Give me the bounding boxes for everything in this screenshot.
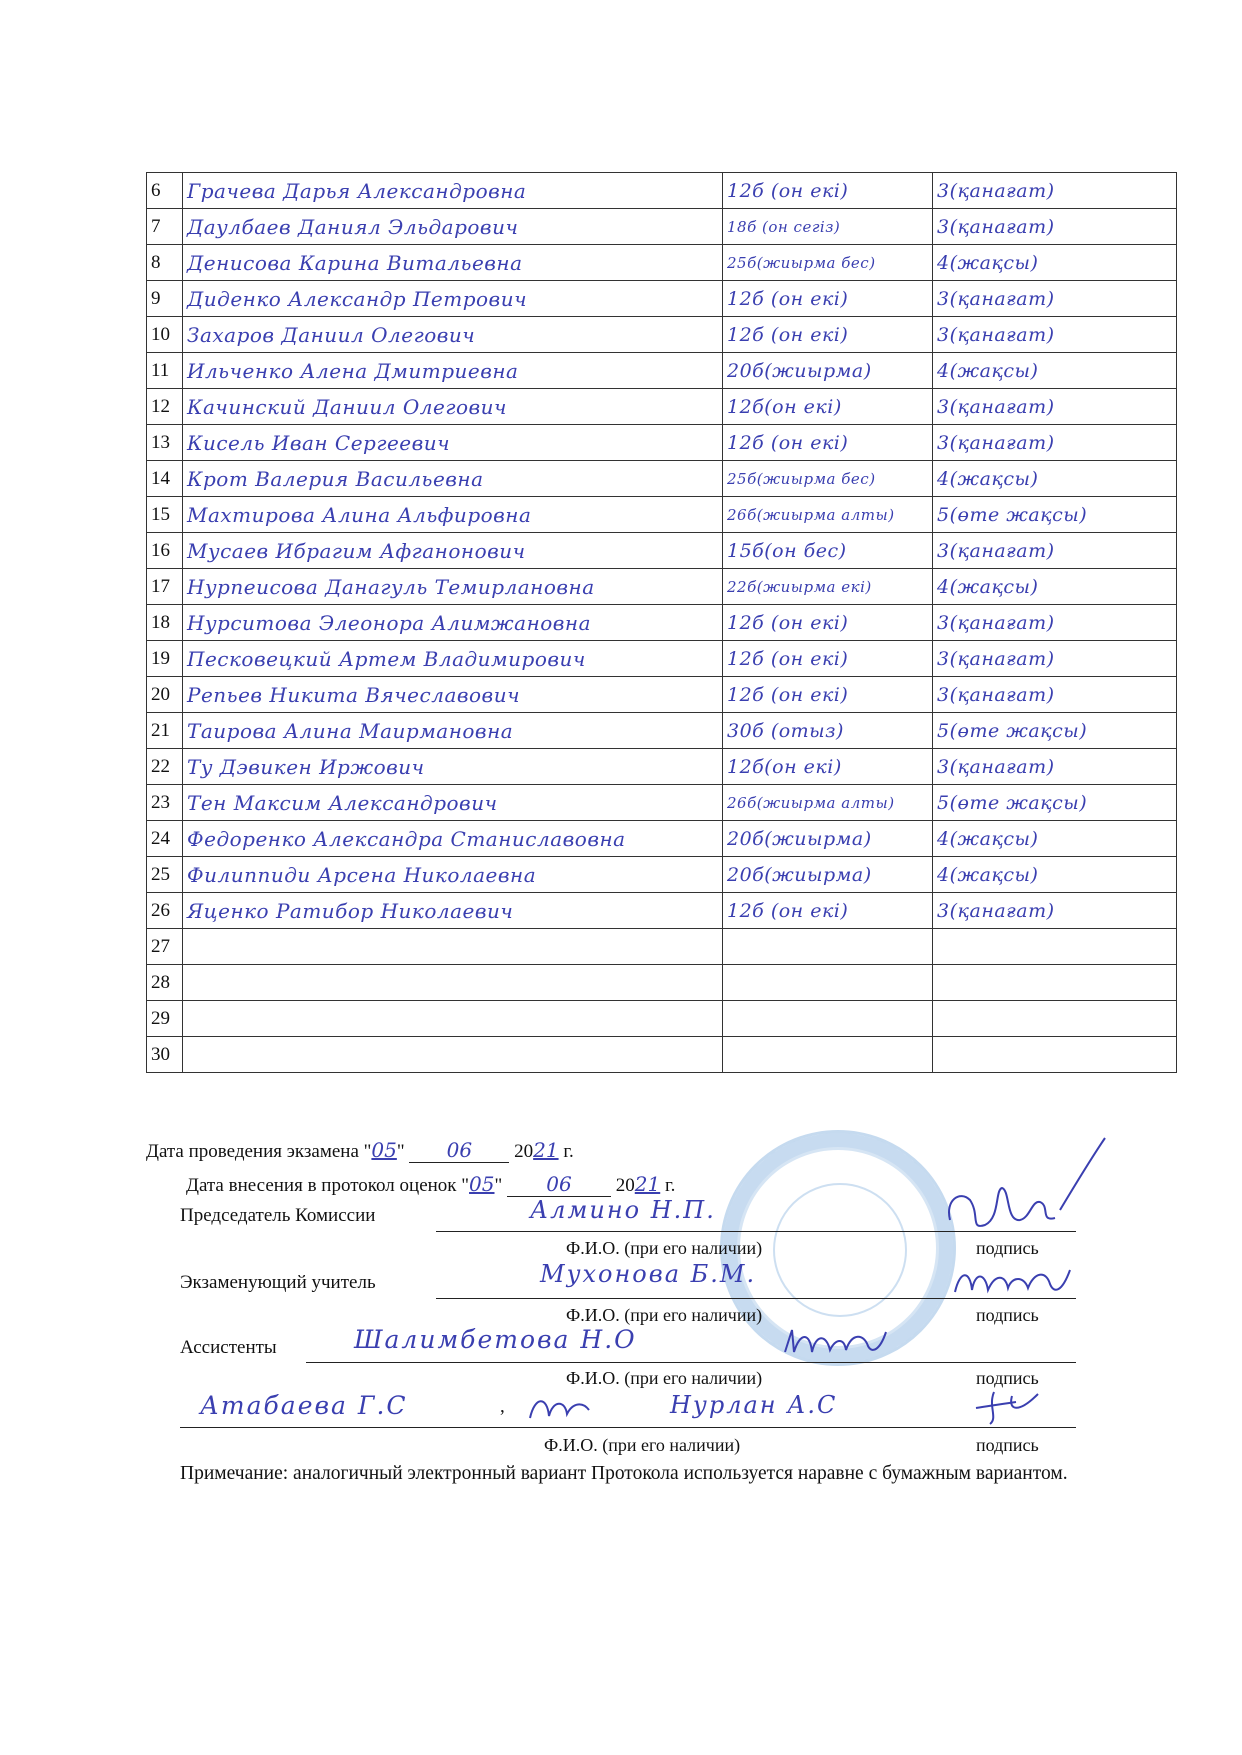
assistants-signature-caption: подпись [976, 1368, 1039, 1388]
score-cell: 15б(он бес) [723, 533, 933, 569]
table-row [147, 281, 1177, 317]
student-name-cell: Даулбаев Даниял Эльдарович [183, 209, 723, 245]
grade-cell: 4(жақсы) [933, 461, 1177, 497]
grade-cell: 5(өте жақсы) [933, 713, 1177, 749]
table-row [147, 425, 1177, 461]
score-cell: 26б(жиырма алты) [723, 497, 933, 533]
score-cell: 30б (отыз) [723, 713, 933, 749]
table-row [147, 929, 1177, 965]
score-cell: 12б(он екі) [723, 389, 933, 425]
assistants-label: Ассистенты [180, 1337, 277, 1358]
score-cell: 12б (он екі) [723, 317, 933, 353]
score-cell: 12б(он екі) [723, 749, 933, 785]
grade-cell [933, 929, 1177, 965]
chairman-label: Председатель Комиссии [180, 1205, 376, 1226]
grade-cell: 3(қанағат) [933, 209, 1177, 245]
assistants-2-fio-caption: Ф.И.О. (при его наличии) [544, 1435, 741, 1455]
exam-date-year-suffix: 21 [533, 1138, 559, 1162]
student-name-cell [183, 965, 723, 1001]
grade-cell [933, 1001, 1177, 1037]
row-number-cell: 14 [147, 461, 183, 497]
assistant-2-signature [525, 1390, 595, 1426]
protocol-date-year-prefix: 20 [615, 1175, 635, 1196]
row-number-cell: 16 [147, 533, 183, 569]
table-row [147, 605, 1177, 641]
row-number-cell: 6 [147, 173, 183, 209]
row-number-cell: 18 [147, 605, 183, 641]
row-number-cell: 22 [147, 749, 183, 785]
score-cell: 12б (он екі) [723, 893, 933, 929]
student-name-cell: Ту Дэвикен Иржович [183, 749, 723, 785]
row-number-cell: 23 [147, 785, 183, 821]
grade-cell [933, 1037, 1177, 1073]
table-row [147, 1001, 1177, 1037]
exam-date-suffix: г. [563, 1141, 574, 1162]
grade-cell [933, 965, 1177, 1001]
row-number-cell: 28 [147, 965, 183, 1001]
table-row [147, 641, 1177, 677]
table-row [147, 1037, 1177, 1073]
table-row [147, 209, 1177, 245]
grade-cell: 4(жақсы) [933, 821, 1177, 857]
grade-cell: 3(қанағат) [933, 533, 1177, 569]
row-number-cell: 8 [147, 245, 183, 281]
protocol-date-label: Дата внесения в протокол оценок " [186, 1175, 470, 1196]
protocol-date-year-suffix: 21 [634, 1172, 661, 1196]
row-number-cell: 11 [147, 353, 183, 389]
table-row [147, 461, 1177, 497]
grade-cell: 3(қанағат) [933, 893, 1177, 929]
row-number-cell: 17 [147, 569, 183, 605]
row-number-cell: 9 [147, 281, 183, 317]
grade-cell: 3(қанағат) [933, 677, 1177, 713]
score-cell: 12б (он екі) [723, 281, 933, 317]
table-row [147, 317, 1177, 353]
student-name-cell [183, 1001, 723, 1037]
student-name-cell: Кисель Иван Сергеевич [183, 425, 723, 461]
protocol-date-suffix: г. [664, 1175, 676, 1196]
grade-cell: 3(қанағат) [933, 281, 1177, 317]
score-cell: 20б(жиырма) [723, 857, 933, 893]
score-cell [723, 929, 933, 965]
protocol-date-line: Дата внесения в протокол оценок "05" 06 2021 г. [186, 1172, 676, 1196]
table-row [147, 713, 1177, 749]
row-number-cell: 24 [147, 821, 183, 857]
table-row [147, 677, 1177, 713]
examiner-signature [950, 1262, 1075, 1304]
protocol-date-month: 06 [507, 1172, 611, 1197]
grade-cell: 3(қанағат) [933, 641, 1177, 677]
examiner-label: Экзаменующий учитель [180, 1272, 376, 1293]
score-cell: 12б (он екі) [723, 605, 933, 641]
chairman-signature-caption: подпись [976, 1238, 1039, 1258]
examiner-name: Мухонова Б.М. [540, 1260, 757, 1288]
student-name-cell [183, 1037, 723, 1073]
student-name-cell: Ильченко Алена Дмитриевна [183, 353, 723, 389]
row-number-cell: 10 [147, 317, 183, 353]
assistants-2-signature-caption: подпись [976, 1435, 1039, 1455]
row-number-cell: 27 [147, 929, 183, 965]
footnote: Примечание: аналогичный электронный вариант Протокола используется наравне с бумажным вариантом. [180, 1463, 1068, 1484]
grade-cell: 3(қанағат) [933, 749, 1177, 785]
student-name-cell: Федоренко Александра Станиславовна [183, 821, 723, 857]
chairman-name: Алмино Н.П. [530, 1196, 716, 1224]
table-row [147, 389, 1177, 425]
student-name-cell: Денисова Карина Витальевна [183, 245, 723, 281]
row-number-cell: 26 [147, 893, 183, 929]
table-row [147, 749, 1177, 785]
table-row [147, 173, 1177, 209]
table-row [147, 569, 1177, 605]
assistant-1-name: Шалимбетова Н.О [354, 1325, 637, 1354]
grade-cell: 4(жақсы) [933, 245, 1177, 281]
grade-cell: 3(қанағат) [933, 317, 1177, 353]
exam-date-year-prefix: 20 [514, 1141, 534, 1162]
score-cell: 18б (он сегіз) [723, 209, 933, 245]
score-cell [723, 965, 933, 1001]
row-number-cell: 12 [147, 389, 183, 425]
score-cell: 22б(жиырма екі) [723, 569, 933, 605]
student-name-cell: Филиппиди Арсена Николаевна [183, 857, 723, 893]
exam-date-line: Дата проведения экзамена "05" 06 2021 г. [146, 1138, 574, 1162]
protocol-date-day: 05 [469, 1172, 495, 1196]
table-row [147, 245, 1177, 281]
exam-date-month: 06 [409, 1138, 509, 1163]
row-number-cell: 13 [147, 425, 183, 461]
row-number-cell: 25 [147, 857, 183, 893]
grade-cell: 4(жақсы) [933, 857, 1177, 893]
student-name-cell: Таирова Алина Маирмановна [183, 713, 723, 749]
score-cell: 25б(жиырма бес) [723, 245, 933, 281]
row-number-cell: 20 [147, 677, 183, 713]
chairman-signature [940, 1130, 1110, 1240]
student-name-cell: Захаров Даниил Олегович [183, 317, 723, 353]
student-name-cell: Махтирова Алина Альфировна [183, 497, 723, 533]
grade-cell: 5(өте жақсы) [933, 497, 1177, 533]
table-row [147, 965, 1177, 1001]
student-name-cell: Нурпеисова Данагуль Темирлановна [183, 569, 723, 605]
assistants-rule [306, 1362, 1076, 1363]
grade-cell: 3(қанағат) [933, 605, 1177, 641]
assistant-comma: , [500, 1396, 505, 1417]
table-row [147, 893, 1177, 929]
student-name-cell: Диденко Александр Петрович [183, 281, 723, 317]
exam-date-day: 05 [371, 1138, 397, 1162]
row-number-cell: 30 [147, 1037, 183, 1073]
student-name-cell: Грачева Дарья Александровна [183, 173, 723, 209]
score-cell: 12б (он екі) [723, 677, 933, 713]
table-row [147, 353, 1177, 389]
table-row [147, 497, 1177, 533]
score-cell: 20б(жиырма) [723, 353, 933, 389]
assistant-1-signature [780, 1322, 890, 1364]
score-cell: 20б(жиырма) [723, 821, 933, 857]
exam-date-label: Дата проведения экзамена " [146, 1141, 372, 1162]
row-number-cell: 15 [147, 497, 183, 533]
assistants-fio-caption: Ф.И.О. (при его наличии) [566, 1368, 763, 1388]
examiner-fio-caption: Ф.И.О. (при его наличии) [566, 1305, 763, 1325]
score-cell: 26б(жиырма алты) [723, 785, 933, 821]
table-row [147, 785, 1177, 821]
student-name-cell: Яценко Ратибор Николаевич [183, 893, 723, 929]
exam-results-table [146, 172, 1177, 1073]
row-number-cell: 7 [147, 209, 183, 245]
score-cell: 12б (он екі) [723, 173, 933, 209]
student-name-cell: Мусаев Ибрагим Афганонович [183, 533, 723, 569]
score-cell: 25б(жиырма бес) [723, 461, 933, 497]
score-cell: 12б (он екі) [723, 641, 933, 677]
table-row [147, 821, 1177, 857]
student-name-cell: Репьев Никита Вячеславович [183, 677, 723, 713]
student-name-cell: Песковецкий Артем Владимирович [183, 641, 723, 677]
assistants-rule-2 [180, 1427, 1076, 1428]
grade-cell: 3(қанағат) [933, 173, 1177, 209]
grade-cell: 5(өте жақсы) [933, 785, 1177, 821]
table-row [147, 533, 1177, 569]
assistant-3-name: Нурлан А.С [670, 1391, 838, 1419]
score-cell [723, 1001, 933, 1037]
table-row [147, 857, 1177, 893]
score-cell: 12б (он екі) [723, 425, 933, 461]
assistant-3-signature [968, 1388, 1048, 1428]
exam-results-body [147, 173, 1177, 1073]
grade-cell: 4(жақсы) [933, 569, 1177, 605]
row-number-cell: 21 [147, 713, 183, 749]
student-name-cell [183, 929, 723, 965]
assistant-2-name: Атабаева Г.С [200, 1391, 408, 1420]
student-name-cell: Крот Валерия Васильевна [183, 461, 723, 497]
score-cell [723, 1037, 933, 1073]
student-name-cell: Нурситова Элеонора Алимжановна [183, 605, 723, 641]
grade-cell: 4(жақсы) [933, 353, 1177, 389]
grade-cell: 3(қанағат) [933, 389, 1177, 425]
examiner-signature-caption: подпись [976, 1305, 1039, 1325]
grade-cell: 3(қанағат) [933, 425, 1177, 461]
chairman-fio-caption: Ф.И.О. (при его наличии) [566, 1238, 763, 1258]
student-name-cell: Качинский Даниил Олегович [183, 389, 723, 425]
row-number-cell: 29 [147, 1001, 183, 1037]
row-number-cell: 19 [147, 641, 183, 677]
student-name-cell: Тен Максим Александрович [183, 785, 723, 821]
